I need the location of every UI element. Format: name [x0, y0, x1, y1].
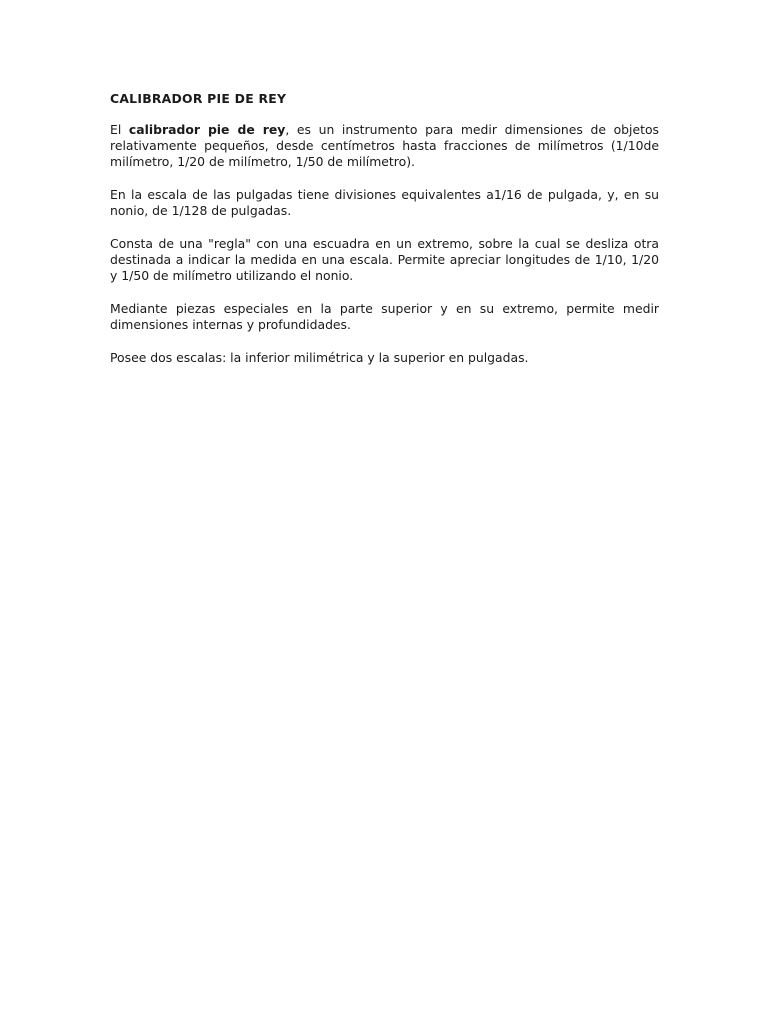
paragraph-special-parts: Mediante piezas especiales en la parte superior y en su extremo, permite medir dimensiones internas y profundidades.	[110, 301, 659, 332]
paragraph-inch-scale: En la escala de las pulgadas tiene divisiones equivalentes a1/16 de pulgada, y, en su nonio, de 1/128 de pulgadas.	[110, 187, 659, 218]
paragraph-definition-prefix: El	[110, 122, 129, 137]
document-page	[110, 91, 659, 383]
paragraph-definition-bold-term: calibrador pie de rey	[128, 122, 286, 137]
paragraph-composition: Consta de una "regla" con una escuadra en un extremo, sobre la cual se desliza otra destinada a indicar la medida en una escala. Permite apreciar longitudes de 1/10, 1/20 y 1/50 de milímetro utilizando el nonio.	[110, 236, 659, 283]
paragraph-scales: Posee dos escalas: la inferior milimétrica y la superior en pulgadas.	[110, 350, 529, 365]
paragraph-definition-suffix: , es un instrumento para medir dimensiones de objetos relativamente pequeños, desde centímetros hasta fracciones de milímetros (1/10de milímetro, 1/20 de milímetro, 1/50 de milímetro).	[110, 122, 659, 169]
document-title: CALIBRADOR PIE DE REY	[110, 91, 287, 106]
paragraph-definition	[110, 122, 659, 170]
